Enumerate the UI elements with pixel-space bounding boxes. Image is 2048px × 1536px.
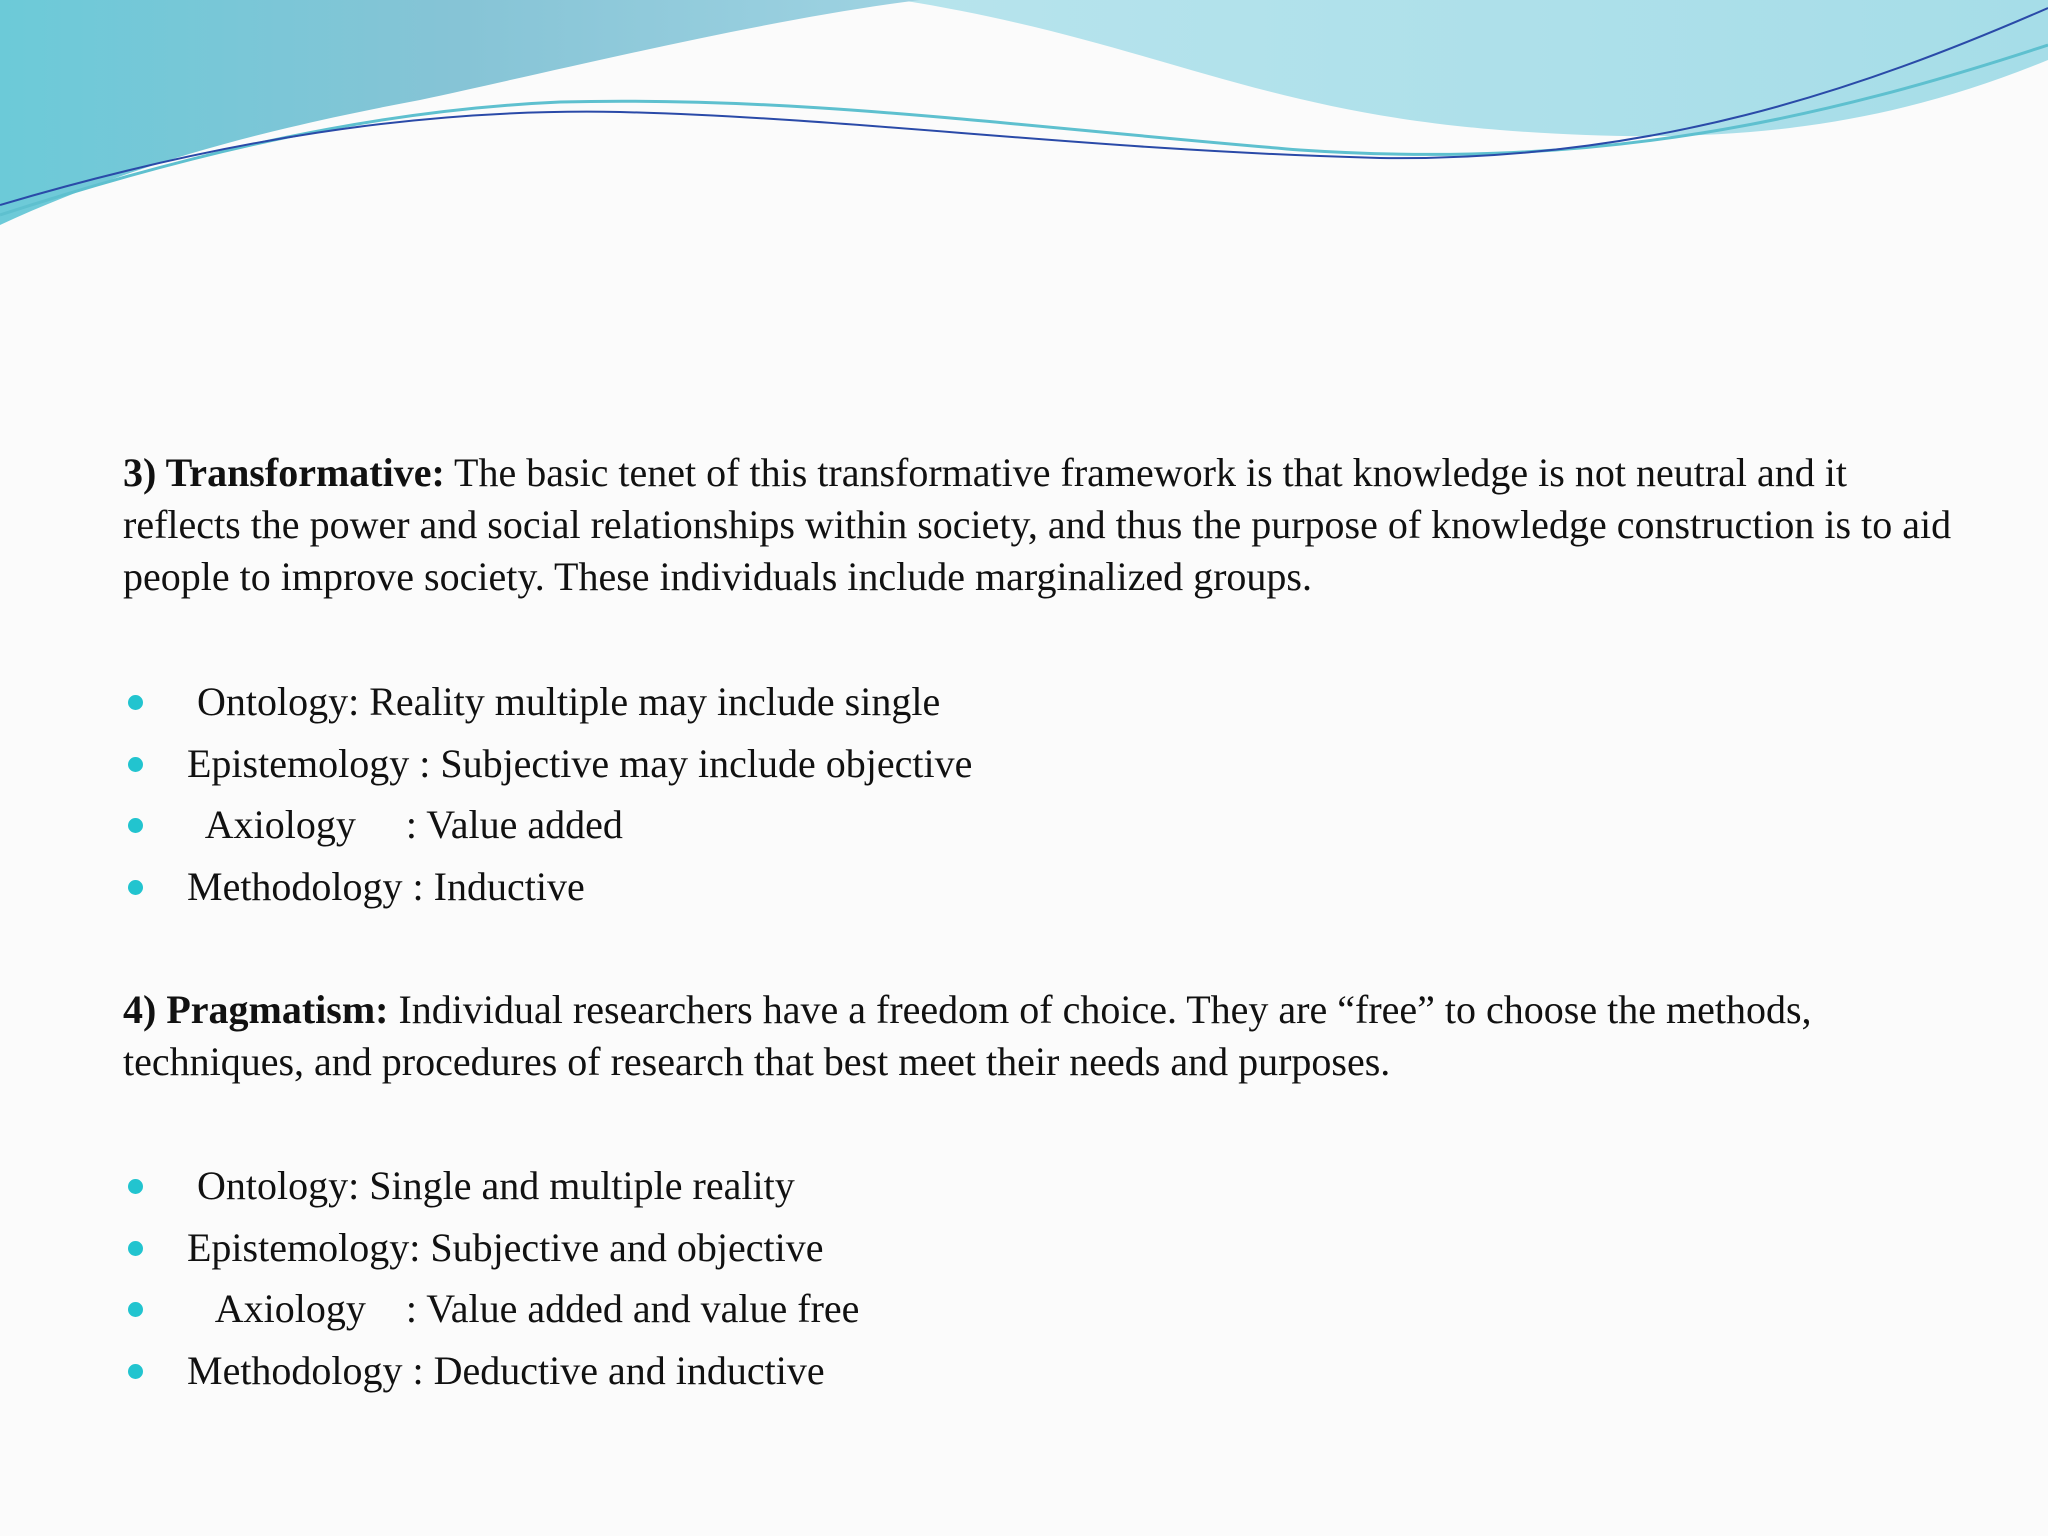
list-item (123, 794, 972, 856)
transformative-heading: 3) Transformative: (123, 450, 445, 495)
pragmatism-paragraph (123, 984, 1953, 1088)
pragmatism-heading: 4) Pragmatism: (123, 987, 389, 1032)
bullet-text: Axiology : Value added (187, 802, 623, 847)
bullet-dot-icon (128, 1241, 143, 1256)
pragmatism-text: Individual researchers have a freedom of choice. They are “free” to choose the methods, techniques, and procedures of research that best meet their needs and purposes. (123, 987, 1812, 1084)
list-item (123, 671, 972, 733)
list-item (123, 1278, 859, 1340)
pragmatism-bullet-list (123, 1155, 859, 1401)
bullet-dot-icon (128, 1302, 143, 1317)
bullet-dot-icon (128, 818, 143, 833)
bullet-dot-icon (128, 757, 143, 772)
list-item (123, 1340, 859, 1402)
transformative-text: The basic tenet of this transformative framework is that knowledge is not neutral and it reflects the power and social relationships within society, and thus the purpose of knowledge construction is to aid people to improve society. These individuals include marginalized groups. (123, 450, 1952, 599)
list-item (123, 856, 972, 918)
bullet-text: Methodology : Inductive (187, 863, 585, 909)
wave-dark-shape (0, 0, 920, 225)
bullet-dot-icon (128, 1179, 143, 1194)
list-item (123, 1155, 859, 1217)
header-wave-decoration (0, 0, 2048, 240)
transformative-bullet-list (123, 671, 972, 917)
bullet-text: Epistemology: Subjective and objective (187, 1224, 824, 1270)
bullet-text: Ontology: Single and multiple reality (187, 1163, 795, 1208)
list-item (123, 1217, 859, 1279)
bullet-text: Methodology : Deductive and inductive (187, 1347, 825, 1393)
list-item (123, 733, 972, 795)
bullet-text: Ontology: Reality multiple may include single (187, 679, 941, 724)
bullet-dot-icon (128, 695, 143, 710)
bullet-dot-icon (128, 880, 143, 895)
bullet-text: Axiology : Value added and value free (187, 1286, 860, 1331)
transformative-paragraph (123, 447, 1953, 603)
bullet-text: Epistemology : Subjective may include objective (187, 740, 973, 786)
bullet-dot-icon (128, 1364, 143, 1379)
